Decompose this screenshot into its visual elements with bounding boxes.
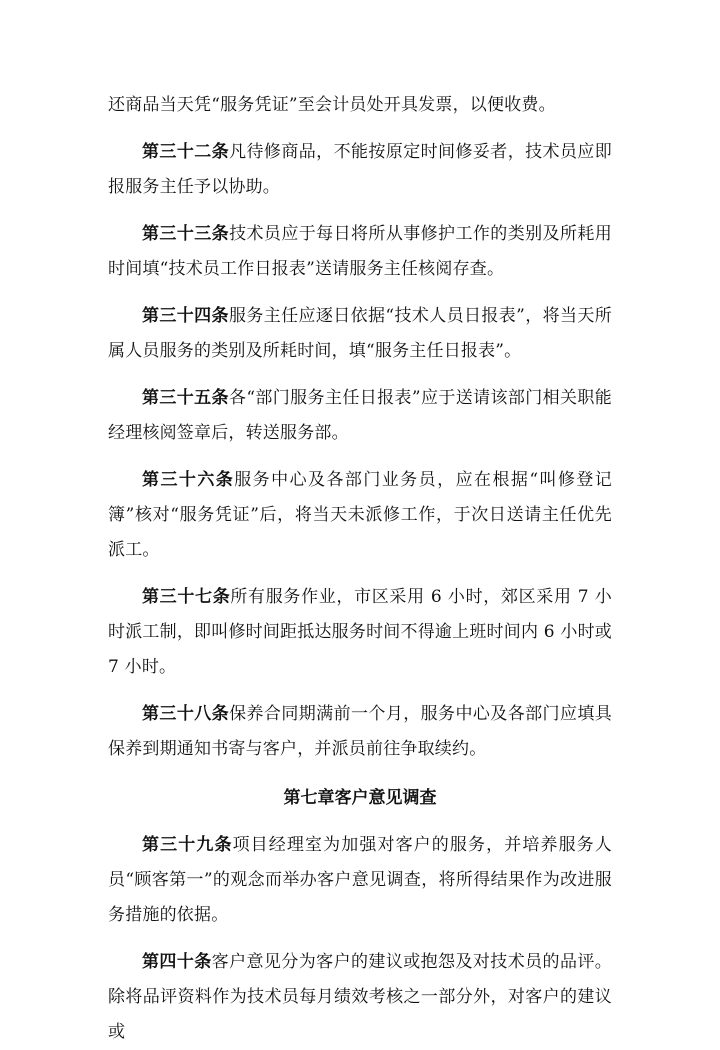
paragraph-text: 还商品当天凭“服务凭证”至会计员处开具发票，以便收费。	[108, 95, 556, 115]
article-39	[108, 828, 612, 933]
article-number: 第三十九条	[142, 835, 233, 855]
article-number: 第三十四条	[142, 306, 229, 326]
article-text: 保养合同期满前一个月，服务中心及各部门应填具保养到期通知书寄与客户，并派员前往争取续约。	[108, 704, 612, 759]
article-text: 服务主任应逐日依据“技术人员日报表”，将当天所属人员服务的类别及所耗时间，填“服务主任日报表”。	[108, 306, 613, 361]
article-number: 第三十六条	[142, 470, 235, 490]
article-40	[108, 945, 612, 1050]
chapter-title: 第七章客户意见调查	[283, 788, 437, 808]
article-number: 第四十条	[142, 952, 212, 972]
article-text: 项目经理室为加强对客户的服务，并培养服务人员“顾客第一”的观念而举办客户意见调查，将所得结果作为改进服务措施的依据。	[108, 835, 612, 925]
article-text: 服务中心及各部门业务员，应在根据“叫修登记簿”核对“服务凭证”后，将当天未派修工作，于次日送请主任优先派工。	[108, 470, 613, 560]
paragraph-continuation	[108, 88, 612, 123]
article-number: 第三十七条	[142, 587, 231, 607]
article-text: 技术员应于每日将所从事修护工作的类别及所耗用时间填“技术员工作日报表”送请服务主任核阅存查。	[108, 224, 612, 279]
article-37	[108, 580, 612, 685]
article-35	[108, 381, 612, 451]
article-36	[108, 463, 612, 568]
article-number: 第三十八条	[142, 704, 230, 724]
article-38	[108, 697, 612, 767]
article-number: 第三十二条	[142, 142, 230, 162]
article-text: 所有服务作业，市区采用 6 小时，郊区采用 7 小时派工制，即叫修时间距抵达服务时间不得逾上班时间内 6 小时或 7 小时。	[108, 587, 613, 677]
article-34	[108, 299, 612, 369]
article-number: 第三十三条	[142, 224, 230, 244]
article-text: 客户意见分为客户的建议或抱怨及对技术员的品评。除将品评资料作为技术员每月绩效考核之一部分外，对客户的建议或	[108, 952, 612, 1042]
article-number: 第三十五条	[142, 388, 229, 408]
article-text: 各“部门服务主任日报表”应于送请该部门相关职能经理核阅签章后，转送服务部。	[108, 388, 613, 443]
article-33	[108, 217, 612, 287]
article-text: 凡待修商品，不能按原定时间修妥者，技术员应即报服务主任予以协助。	[108, 142, 612, 197]
article-32	[108, 135, 612, 205]
